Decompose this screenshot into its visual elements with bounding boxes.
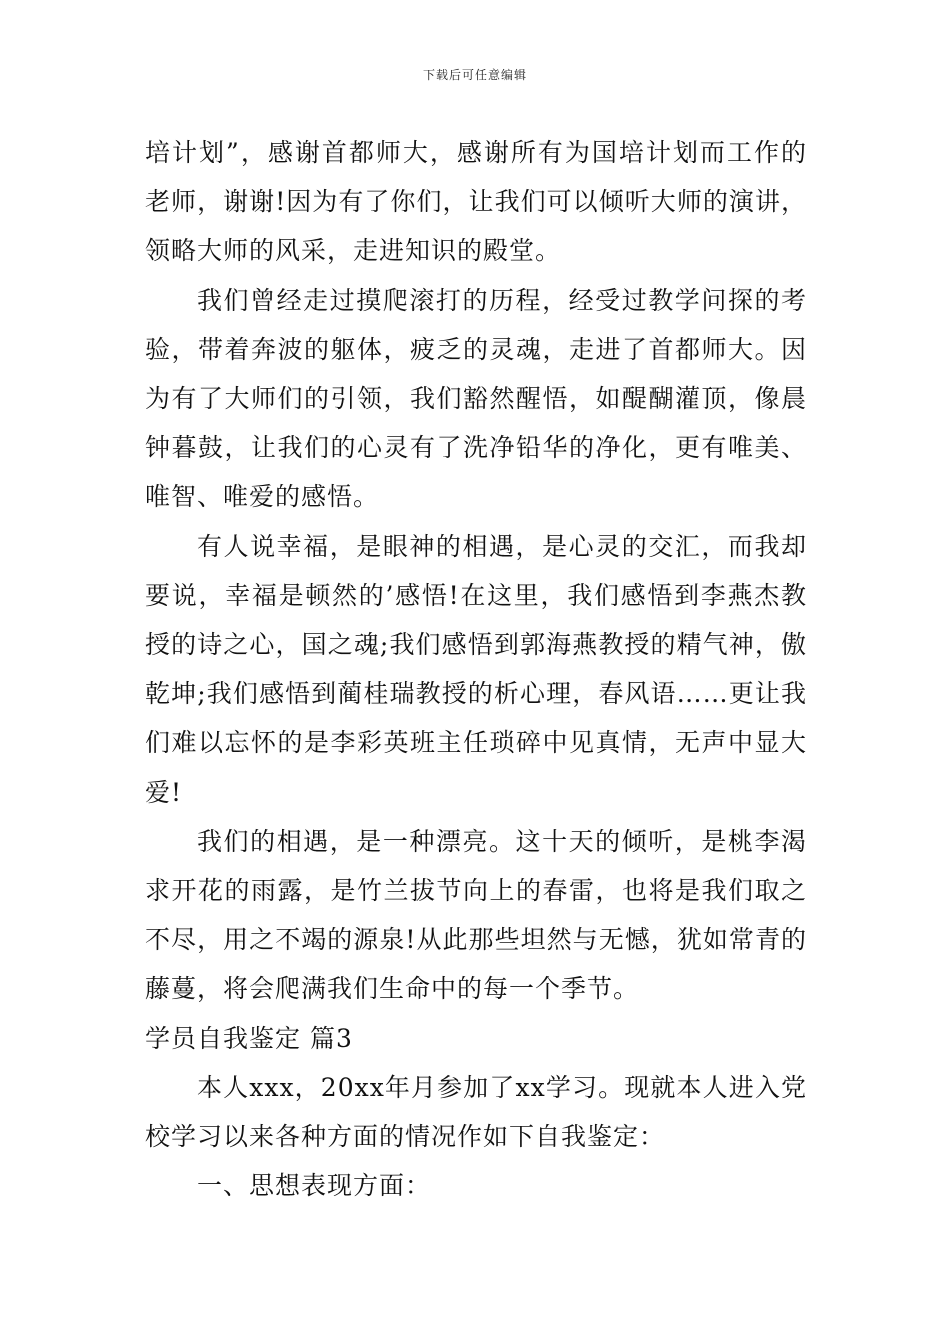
- paragraph-encounter: 我们的相遇，是一种漂亮。这十天的倾听，是桃李渴求开花的雨露，是竹兰拔节向上的春雷，也将是我们取之不尽，用之不竭的源泉!从此那些坦然与无憾，犹如常青的藤蔓，将会爬满我们生命中的每一个季节。: [145, 826, 807, 1004]
- document-body: [145, 128, 807, 1210]
- page-header: 下载后可任意编辑: [422, 68, 527, 82]
- section-heading: 学员自我鉴定 篇3: [145, 1023, 353, 1053]
- subheading-thought: 一、思想表现方面：: [197, 1171, 432, 1201]
- paragraph-intro: 本人xxx，20xx年月参加了xx学习。现就本人进入党校学习以来各种方面的情况作如下自我鉴定：: [145, 1072, 807, 1152]
- paragraph-masters: 我们曾经走过摸爬滚打的历程，经受过教学问探的考验，带着奔波的躯体，疲乏的灵魂，走进了首都师大。因为有了大师们的引领，我们豁然醒悟，如醍醐灌顶，像晨钟暮鼓，让我们的心灵有了洗净铅华的净化，更有唯美、唯智、唯爱的感悟。: [145, 285, 807, 512]
- paragraph-continued: 培计划”，感谢首都师大，感谢所有为国培计划而工作的老师，谢谢!因为有了你们，让我们可以倾听大师的演讲，领略大师的风采，走进知识的殿堂。: [145, 138, 807, 266]
- paragraph-happiness: 有人说幸福，是眼神的相遇，是心灵的交汇，而我却要说，幸福是顿然的’感悟!在这里，我们感悟到李燕杰教授的诗之心，国之魂;我们感悟到郭海燕教授的精气神，傲乾坤;我们感悟到蔺桂瑞教授的析心理，春风语……更让我们难以忘怀的是李彩英班主任琐碎中见真情，无声中显大爱!: [145, 531, 807, 807]
